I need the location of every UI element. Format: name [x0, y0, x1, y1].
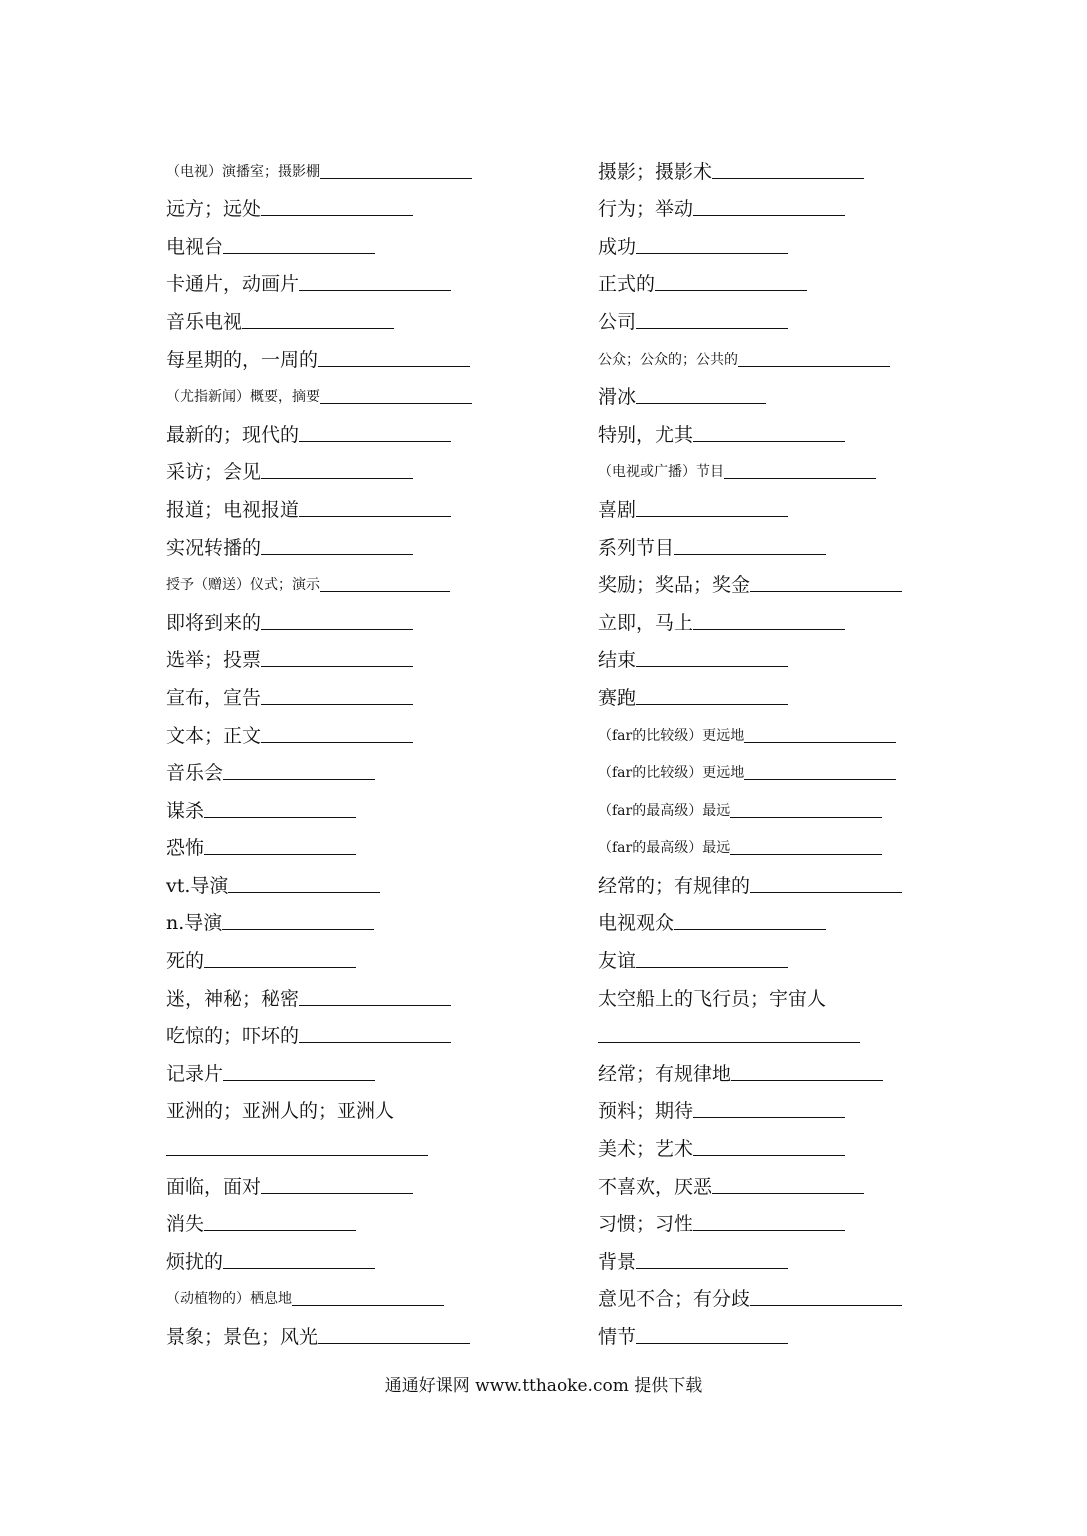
vocab-meaning: 结束	[598, 649, 637, 672]
vocab-meaning: 情节	[598, 1326, 637, 1348]
vocab-row	[598, 447, 1038, 485]
vocab-row	[598, 334, 1038, 372]
answer-blank[interactable]	[299, 1041, 451, 1043]
vocab-meaning: （尤指新闻）概要，摘要	[166, 389, 320, 406]
vocab-row	[598, 935, 1038, 973]
answer-blank[interactable]	[636, 327, 788, 329]
answer-blank[interactable]	[299, 289, 451, 291]
vocab-meaning: 公司	[598, 310, 637, 333]
vocab-row	[166, 710, 586, 748]
answer-blank[interactable]	[598, 1041, 860, 1043]
vocab-row	[166, 296, 586, 334]
vocab-row	[166, 935, 586, 973]
answer-blank[interactable]	[674, 553, 826, 555]
answer-blank[interactable]	[731, 1079, 883, 1081]
vocab-meaning: 谋杀	[166, 799, 205, 822]
vocab-meaning: 烦扰的	[166, 1250, 224, 1273]
vocab-row	[598, 1236, 1038, 1274]
vocab-meaning: 死的	[166, 950, 205, 973]
answer-blank[interactable]	[223, 252, 375, 254]
answer-blank[interactable]	[724, 477, 876, 479]
vocab-row	[166, 1161, 586, 1199]
vocab-row	[598, 1011, 1038, 1049]
vocab-row	[598, 860, 1038, 898]
vocab-meaning: 意见不合；有分歧	[598, 1288, 751, 1311]
answer-blank[interactable]	[636, 1267, 788, 1269]
answer-blank[interactable]	[674, 928, 826, 930]
vocab-meaning: 最新的；现代的	[166, 423, 300, 446]
answer-blank[interactable]	[299, 1004, 451, 1006]
answer-blank[interactable]	[261, 741, 413, 743]
answer-blank[interactable]	[299, 515, 451, 517]
answer-blank[interactable]	[636, 515, 788, 517]
answer-blank[interactable]	[204, 1229, 356, 1231]
vocab-row	[166, 597, 586, 635]
vocab-meaning: 喜剧	[598, 498, 637, 521]
vocab-meaning: 宣布，宣告	[166, 686, 262, 709]
answer-blank[interactable]	[693, 1154, 845, 1156]
answer-blank[interactable]	[261, 214, 413, 216]
vocab-row	[166, 1086, 586, 1124]
vocab-meaning: （far的比较级）更远地	[598, 765, 745, 782]
vocab-meaning: （电视）演播室；摄影棚	[166, 163, 320, 180]
vocab-meaning: 美术；艺术	[598, 1138, 694, 1161]
vocab-meaning: 摄影；摄影术	[598, 160, 713, 183]
vocab-row	[598, 146, 1038, 184]
answer-blank[interactable]	[750, 590, 902, 592]
vocab-meaning: 即将到来的	[166, 611, 262, 634]
vocab-meaning: n.导演	[166, 912, 223, 935]
vocab-row	[598, 597, 1038, 635]
vocab-row	[598, 372, 1038, 410]
vocab-meaning: 正式的	[598, 273, 656, 296]
vocab-meaning: 习惯；习性	[598, 1213, 694, 1236]
vocab-meaning: vt.导演	[166, 874, 229, 897]
vocab-row	[598, 560, 1038, 598]
vocab-meaning: 滑冰	[598, 386, 637, 409]
vocab-row	[598, 296, 1038, 334]
vocab-row	[166, 1048, 586, 1086]
vocab-meaning: （far的比较级）更远地	[598, 727, 745, 744]
answer-blank[interactable]	[712, 177, 864, 179]
vocab-row	[598, 1311, 1038, 1349]
vocab-meaning: 景象；景色；风光	[166, 1326, 319, 1348]
answer-blank[interactable]	[318, 365, 470, 367]
vocab-meaning: 太空船上的飞行员；宇宙人	[598, 987, 827, 1010]
vocab-row	[598, 672, 1038, 710]
answer-blank[interactable]	[693, 1116, 845, 1118]
answer-blank[interactable]	[261, 553, 413, 555]
vocab-meaning: 系列节目	[598, 536, 675, 559]
answer-blank[interactable]	[261, 1192, 413, 1194]
answer-blank[interactable]	[204, 966, 356, 968]
answer-blank[interactable]	[693, 1229, 845, 1231]
answer-blank[interactable]	[204, 853, 356, 855]
answer-blank[interactable]	[242, 327, 394, 329]
vocab-row	[598, 1048, 1038, 1086]
vocab-row	[166, 560, 586, 598]
vocab-row	[166, 1311, 586, 1349]
answer-blank[interactable]	[292, 1304, 444, 1306]
vocab-row	[166, 259, 586, 297]
vocab-meaning: 不喜欢，厌恶	[598, 1175, 713, 1198]
vocab-meaning: 采访；会见	[166, 461, 262, 484]
vocab-meaning: 远方；远处	[166, 198, 262, 221]
answer-blank[interactable]	[261, 628, 413, 630]
answer-blank[interactable]	[166, 1154, 428, 1156]
vocab-row	[166, 334, 586, 372]
vocab-meaning: 成功	[598, 235, 637, 258]
right-vocab-column	[598, 146, 1038, 1349]
vocab-meaning: 实况转播的	[166, 536, 262, 559]
vocab-row	[598, 748, 1038, 786]
answer-blank[interactable]	[712, 1192, 864, 1194]
vocab-meaning: 友谊	[598, 950, 637, 973]
vocab-row	[166, 1123, 586, 1161]
vocab-row	[598, 635, 1038, 673]
vocab-meaning: 特别，尤其	[598, 423, 694, 446]
vocab-meaning: 行为；举动	[598, 198, 694, 221]
vocab-meaning: 亚洲的；亚洲人的；亚洲人	[166, 1100, 395, 1123]
vocab-row	[598, 221, 1038, 259]
vocab-meaning: 经常；有规律地	[598, 1062, 732, 1085]
vocab-row	[166, 447, 586, 485]
answer-blank[interactable]	[693, 440, 845, 442]
answer-blank[interactable]	[223, 778, 375, 780]
vocab-row	[166, 522, 586, 560]
vocab-row	[598, 710, 1038, 748]
answer-blank[interactable]	[655, 289, 807, 291]
answer-blank[interactable]	[744, 741, 896, 743]
vocab-row	[598, 1274, 1038, 1312]
vocab-row	[166, 484, 586, 522]
vocab-row	[166, 221, 586, 259]
vocab-meaning: 卡通片，动画片	[166, 273, 300, 296]
vocab-meaning: （动植物的）栖息地	[166, 1291, 292, 1308]
vocab-meaning: （电视或广播）节目	[598, 464, 724, 481]
answer-blank[interactable]	[636, 665, 788, 667]
answer-blank[interactable]	[693, 628, 845, 630]
vocab-row	[166, 823, 586, 861]
answer-blank[interactable]	[636, 966, 788, 968]
answer-blank[interactable]	[299, 440, 451, 442]
answer-blank[interactable]	[222, 928, 374, 930]
answer-blank[interactable]	[223, 1079, 375, 1081]
answer-blank[interactable]	[636, 402, 766, 404]
vocab-row	[598, 1199, 1038, 1237]
answer-blank[interactable]	[693, 214, 845, 216]
answer-blank[interactable]	[228, 891, 380, 893]
vocab-row	[598, 785, 1038, 823]
answer-blank[interactable]	[320, 402, 472, 404]
answer-blank[interactable]	[261, 477, 413, 479]
answer-blank[interactable]	[261, 703, 413, 705]
answer-blank[interactable]	[223, 1267, 375, 1269]
answer-blank[interactable]	[730, 816, 882, 818]
vocab-meaning: 背景	[598, 1250, 637, 1273]
vocab-row	[166, 1199, 586, 1237]
vocab-row	[166, 860, 586, 898]
vocab-meaning: 赛跑	[598, 686, 637, 709]
vocab-row	[598, 898, 1038, 936]
left-vocab-column	[166, 146, 586, 1349]
vocab-row	[166, 1236, 586, 1274]
vocab-row	[166, 785, 586, 823]
vocab-meaning: 电视台	[166, 235, 224, 258]
vocab-row	[598, 184, 1038, 222]
answer-blank[interactable]	[320, 590, 450, 592]
answer-blank[interactable]	[261, 665, 413, 667]
vocab-meaning: 公众；公众的；公共的	[598, 351, 738, 368]
vocab-meaning: 每星期的，一周的	[166, 348, 319, 371]
vocab-meaning: 电视观众	[598, 912, 675, 935]
answer-blank[interactable]	[318, 1342, 470, 1344]
vocab-row	[598, 823, 1038, 861]
answer-blank[interactable]	[636, 1342, 788, 1344]
vocab-meaning: 面临，面对	[166, 1175, 262, 1198]
vocab-meaning: （far的最高级）最远	[598, 802, 731, 819]
vocab-meaning: 记录片	[166, 1062, 224, 1085]
answer-blank[interactable]	[750, 1304, 902, 1306]
answer-blank[interactable]	[204, 816, 356, 818]
vocab-row	[598, 1123, 1038, 1161]
vocab-meaning: 授予（赠送）仪式；演示	[166, 577, 320, 594]
vocab-meaning: 吃惊的；吓坏的	[166, 1025, 300, 1048]
vocab-row	[166, 146, 586, 184]
vocab-row	[598, 259, 1038, 297]
vocab-meaning: 恐怖	[166, 837, 205, 860]
vocab-meaning: 预料；期待	[598, 1100, 694, 1123]
answer-blank[interactable]	[744, 778, 896, 780]
vocab-meaning: （far的最高级）最远	[598, 840, 731, 857]
answer-blank[interactable]	[636, 252, 788, 254]
vocab-meaning: 迷，神秘；秘密	[166, 987, 300, 1010]
vocab-meaning: 报道；电视报道	[166, 498, 300, 521]
vocab-row	[598, 409, 1038, 447]
answer-blank[interactable]	[738, 365, 890, 367]
vocab-row	[166, 184, 586, 222]
vocab-row	[598, 484, 1038, 522]
vocab-row	[166, 1011, 586, 1049]
answer-blank[interactable]	[750, 891, 902, 893]
vocab-row	[598, 522, 1038, 560]
vocab-meaning: 选举；投票	[166, 649, 262, 672]
vocab-row	[166, 748, 586, 786]
answer-blank[interactable]	[730, 853, 882, 855]
vocab-meaning: 奖励；奖品；奖金	[598, 574, 751, 597]
vocab-row	[598, 973, 1038, 1011]
vocab-row	[166, 409, 586, 447]
answer-blank[interactable]	[636, 703, 788, 705]
vocab-row	[166, 372, 586, 410]
page-footer: 通通好课网 www.tthaoke.com 提供下载	[384, 1376, 703, 1396]
vocab-row	[598, 1086, 1038, 1124]
vocab-meaning: 消失	[166, 1213, 205, 1236]
vocab-meaning: 立即，马上	[598, 611, 694, 634]
vocab-meaning: 音乐电视	[166, 310, 243, 333]
vocab-row	[166, 1274, 586, 1312]
vocab-row	[166, 898, 586, 936]
vocab-meaning: 文本；正文	[166, 724, 262, 747]
vocab-row	[166, 973, 586, 1011]
vocab-meaning: 音乐会	[166, 762, 224, 785]
vocab-meaning: 经常的；有规律的	[598, 874, 751, 897]
vocab-row	[598, 1161, 1038, 1199]
answer-blank[interactable]	[320, 177, 472, 179]
vocab-row	[166, 635, 586, 673]
vocab-row	[166, 672, 586, 710]
